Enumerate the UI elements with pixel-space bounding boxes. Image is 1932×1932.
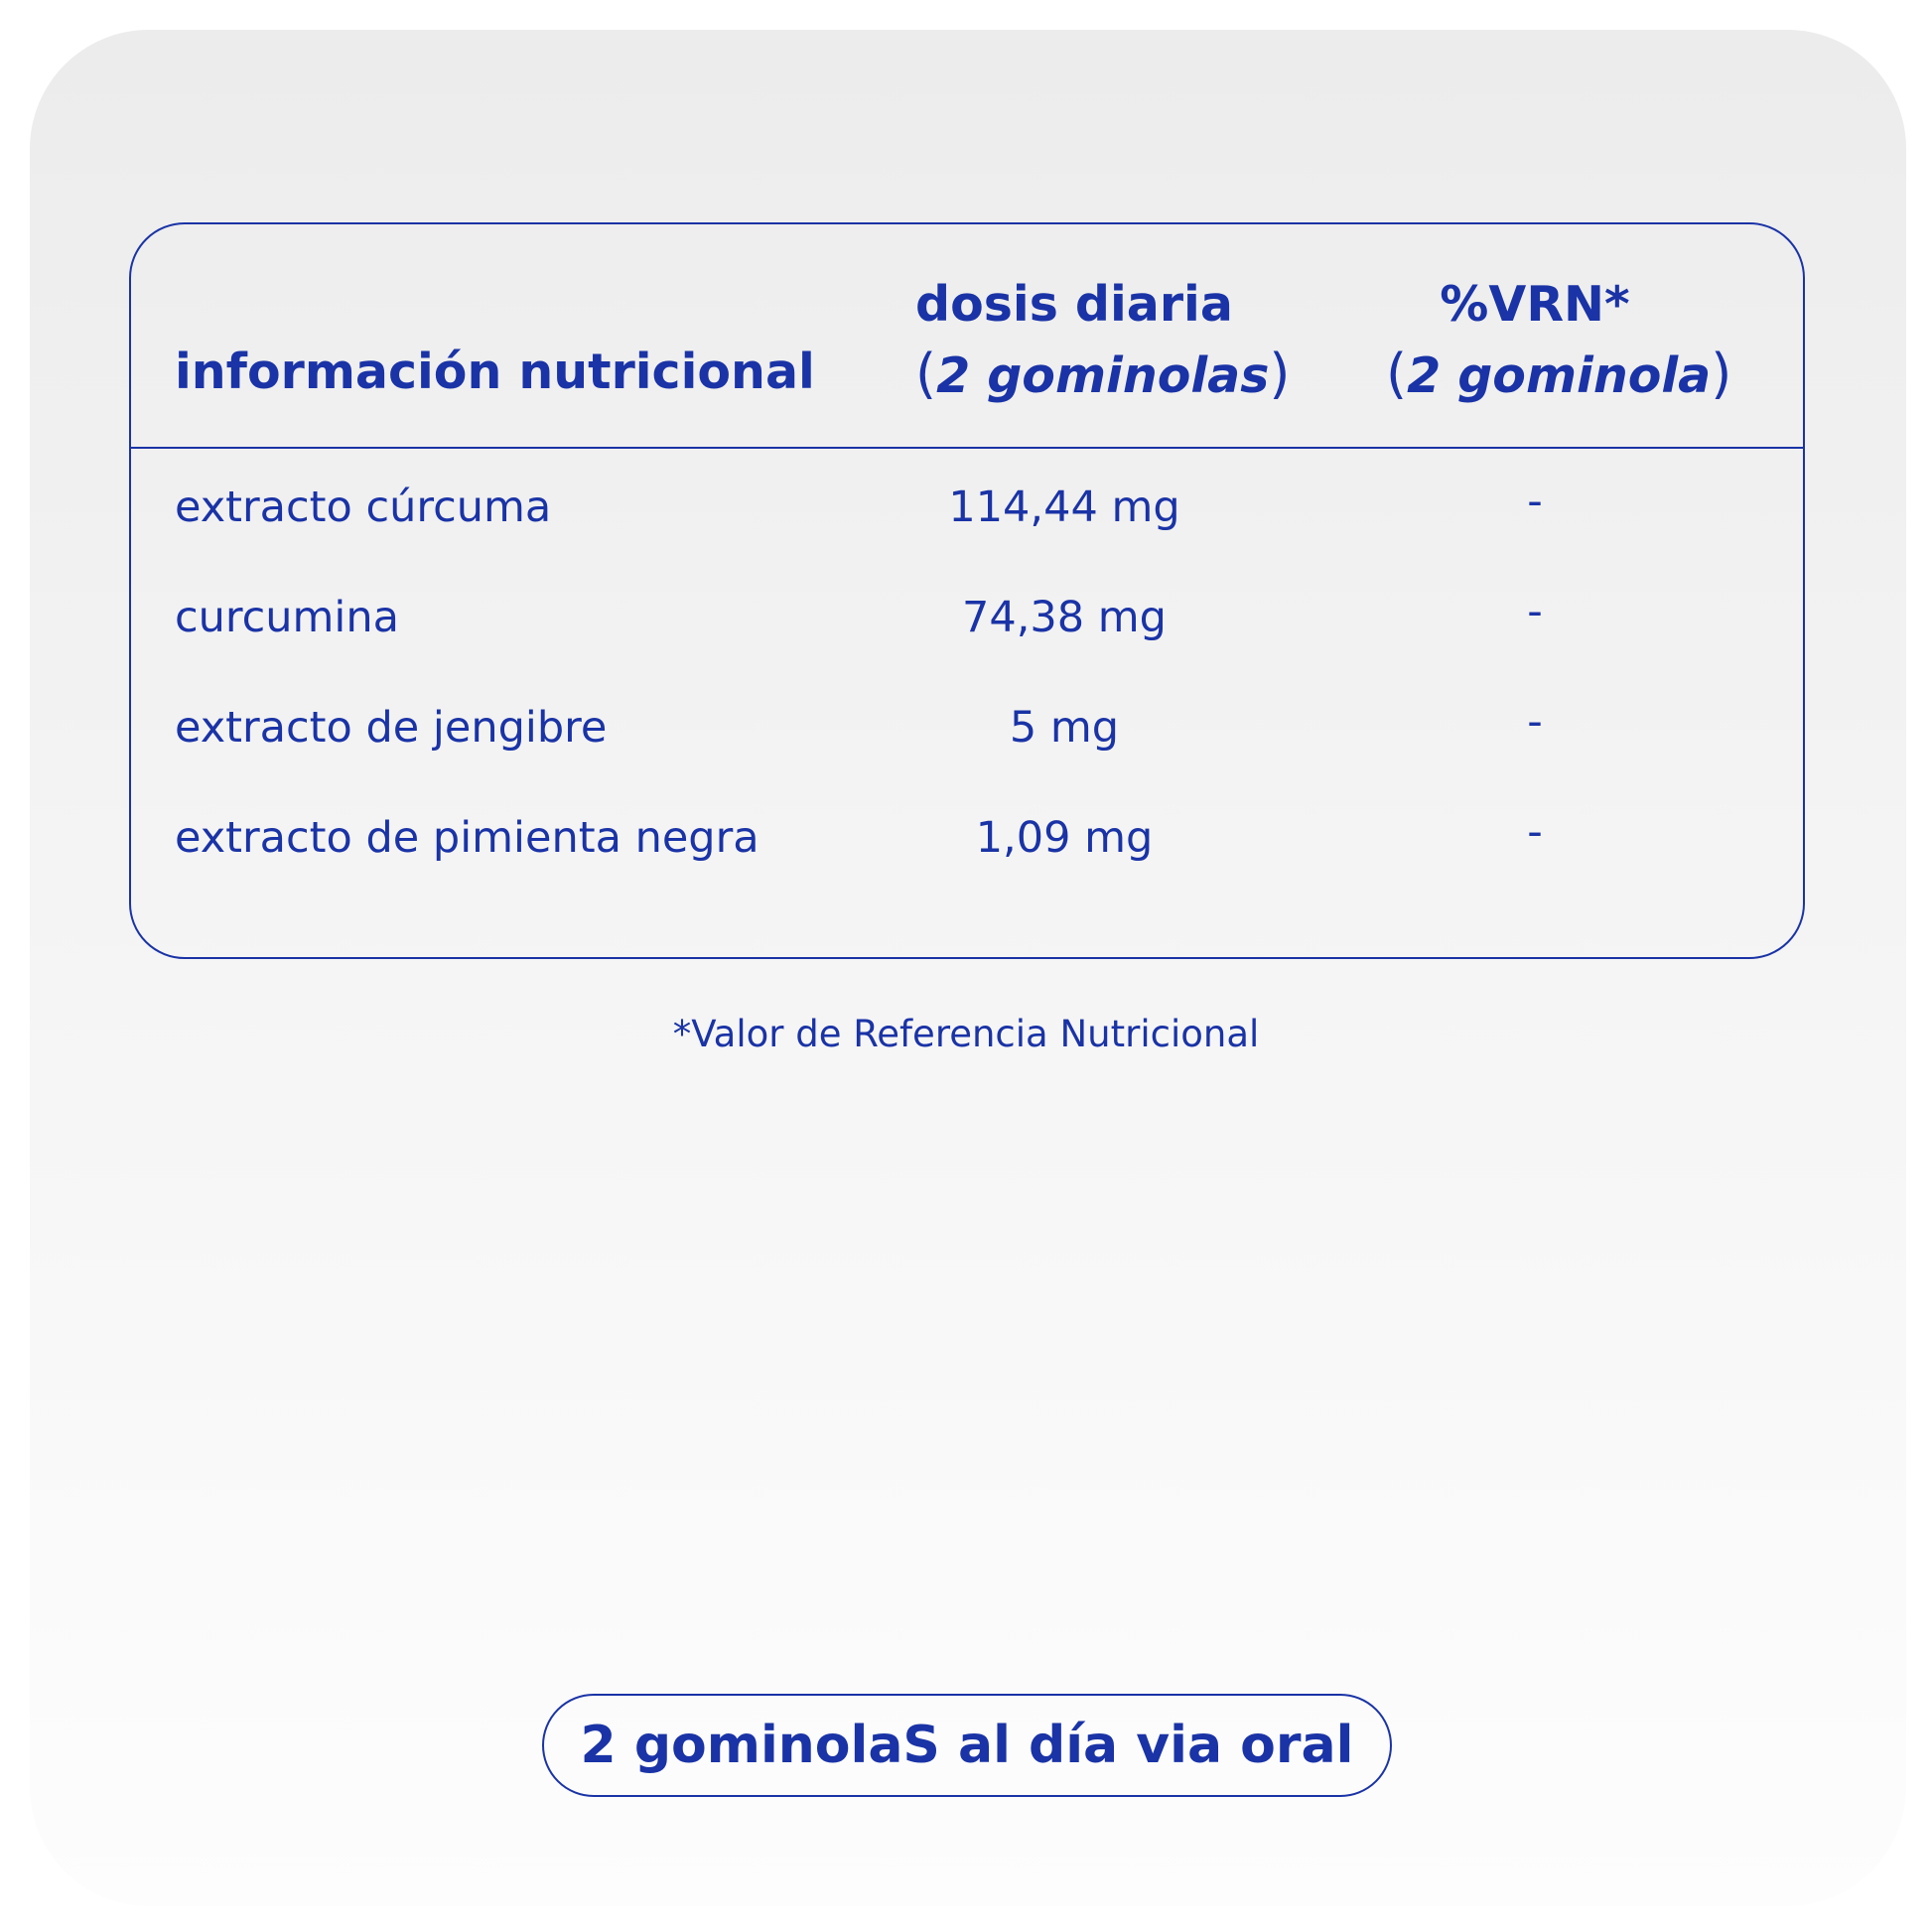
ingredient-name: curcumina <box>175 593 399 642</box>
paren-close: ) <box>1711 343 1732 405</box>
table-body <box>131 473 1803 913</box>
table-header <box>131 224 1803 449</box>
ingredient-vrn: - <box>1527 807 1543 857</box>
ingredient-dose: 1,09 mg <box>975 813 1154 863</box>
ingredient-vrn: - <box>1527 697 1543 747</box>
header-daily-dose <box>915 270 1291 411</box>
ingredient-vrn: - <box>1527 587 1543 636</box>
header-daily-dose-subtitle <box>915 340 1291 411</box>
paren-close: ) <box>1269 343 1291 405</box>
ingredient-dose: 74,38 mg <box>962 593 1167 642</box>
ingredient-dose: 114,44 mg <box>948 483 1180 532</box>
ingredient-dose: 5 mg <box>1009 703 1120 753</box>
ingredient-name: extracto cúrcuma <box>175 483 552 532</box>
header-daily-dose-title: dosis diaria <box>915 276 1233 333</box>
header-nutrition-info: información nutricional <box>175 344 815 400</box>
table-row <box>131 693 1803 803</box>
header-vrn-title: %VRN* <box>1440 276 1630 333</box>
ingredient-vrn: - <box>1527 477 1543 526</box>
nutrition-table <box>129 222 1805 959</box>
paren-open: ( <box>915 343 937 405</box>
ingredient-name: extracto de pimienta negra <box>175 813 759 863</box>
paren-open: ( <box>1386 343 1408 405</box>
header-vrn <box>1386 270 1732 411</box>
table-row <box>131 803 1803 913</box>
ingredient-name: extracto de jengibre <box>175 703 608 753</box>
header-daily-dose-units: 2 gominolas <box>936 347 1270 404</box>
footnote: *Valor de Referencia Nutricional <box>672 1013 1260 1055</box>
dosage-badge: 2 gominolaS al día via oral <box>542 1694 1392 1797</box>
table-row <box>131 473 1803 583</box>
table-row <box>131 583 1803 693</box>
header-vrn-subtitle <box>1386 340 1732 411</box>
header-vrn-units: 2 gominola <box>1407 347 1712 404</box>
